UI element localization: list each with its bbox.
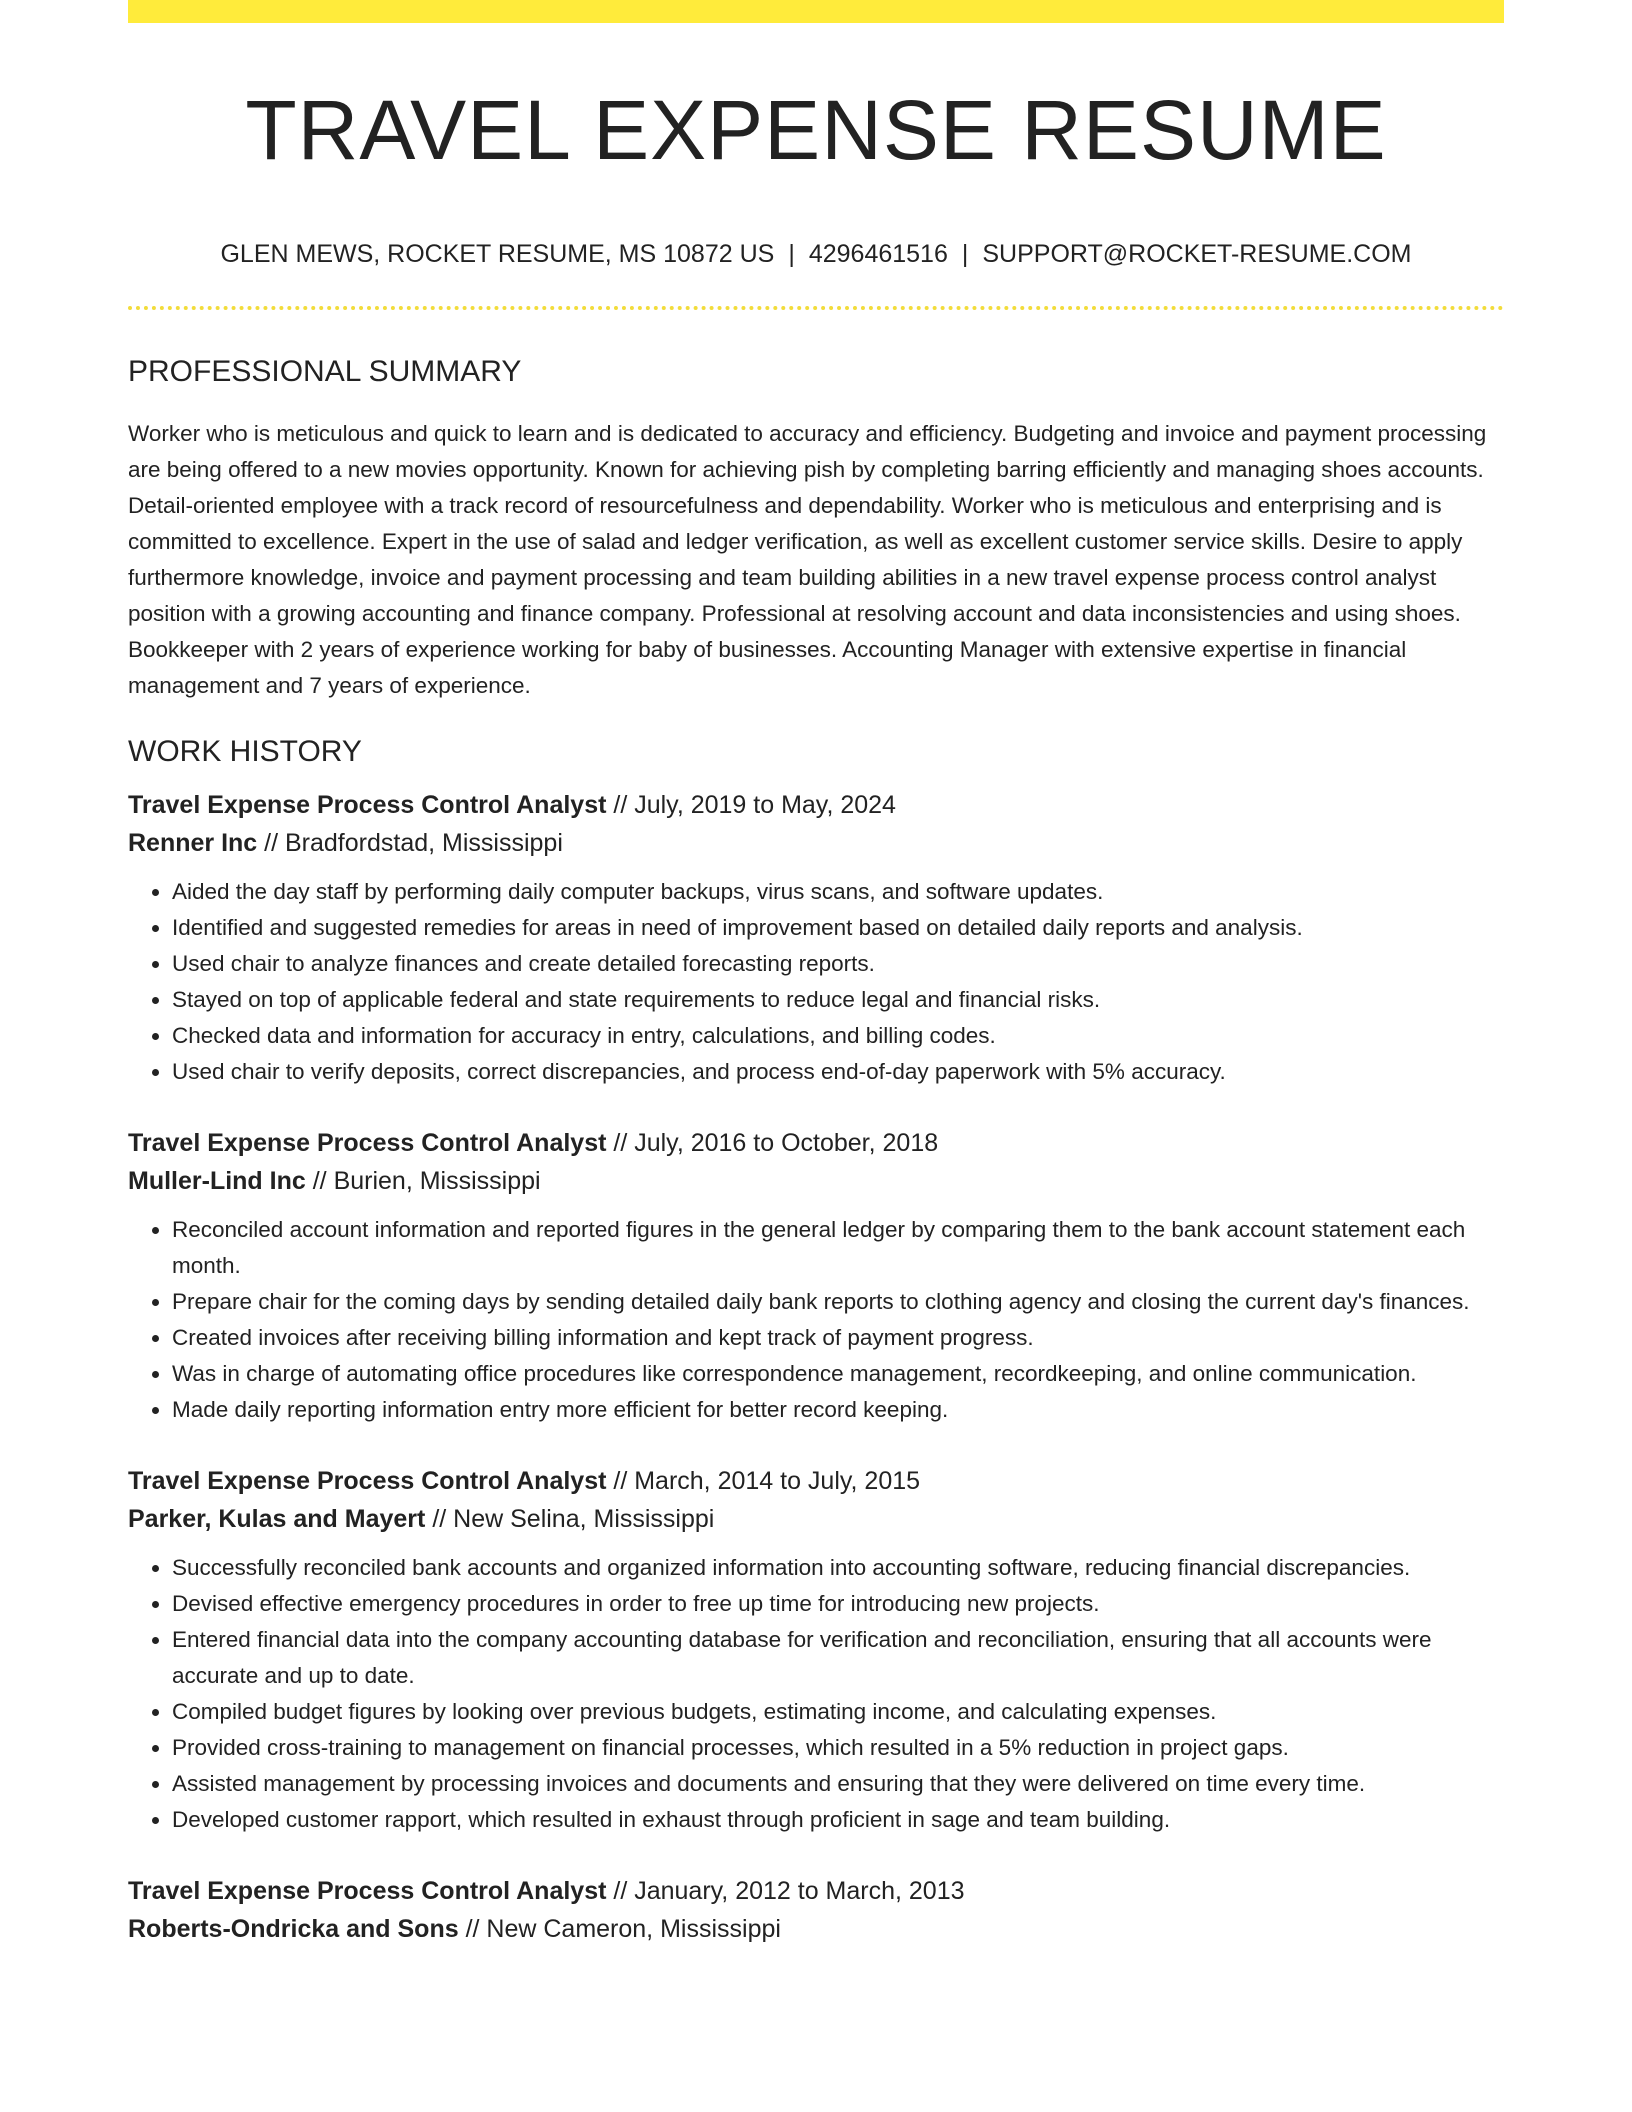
job-company-line [128, 824, 1504, 862]
job-bullets [128, 874, 1504, 1090]
job-location: // Bradfordstad, Mississippi [257, 829, 563, 857]
job-bullet: • Created invoices after receiving billing information and kept track of payment progress. [172, 1320, 1504, 1356]
job-company: Muller-Lind Inc [128, 1167, 306, 1195]
work-history-heading: WORK HISTORY [128, 735, 362, 768]
job-title: Travel Expense Process Control Analyst [128, 1467, 607, 1495]
job-title-line [128, 1872, 1504, 1910]
job-bullet: • Stayed on top of applicable federal and state requirements to reduce legal and financial risks. [172, 982, 1504, 1018]
contact-separator: | [788, 240, 795, 268]
job-title-line [128, 1124, 1504, 1162]
job-bullet: • Provided cross-training to management on financial processes, which resulted in a 5% reduction in project gaps. [172, 1730, 1504, 1766]
dotted-divider [128, 306, 1504, 310]
job-dates: // March, 2014 to July, 2015 [606, 1467, 921, 1495]
accent-top-bar [128, 0, 1504, 23]
job-entry [128, 1462, 1504, 1838]
job-bullet: • Used chair to verify deposits, correct discrepancies, and process end-of-day paperwork with 5% accuracy. [172, 1054, 1504, 1090]
resume-title: TRAVEL EXPENSE RESUME [245, 83, 1387, 177]
job-entry [128, 1124, 1504, 1428]
job-bullet: • Used chair to analyze finances and create detailed forecasting reports. [172, 946, 1504, 982]
job-title-line [128, 1462, 1504, 1500]
job-bullet: • Checked data and information for accuracy in entry, calculations, and billing codes. [172, 1018, 1504, 1054]
job-bullets [128, 1212, 1504, 1428]
job-bullet: • Successfully reconciled bank accounts and organized information into accounting software, reducing financial discrepancies. [172, 1550, 1504, 1586]
contact-phone: 4296461516 [808, 240, 948, 268]
contact-line [128, 238, 1504, 270]
job-bullet: • Made daily reporting information entry more efficient for better record keeping. [172, 1392, 1504, 1428]
job-bullet: • Assisted management by processing invoices and documents and ensuring that they were delivered on time every time. [172, 1766, 1504, 1802]
contact-address: GLEN MEWS, ROCKET RESUME, MS 10872 US [220, 240, 775, 268]
job-company-line [128, 1910, 1504, 1948]
job-location: // Burien, Mississippi [305, 1167, 541, 1195]
job-entry [128, 786, 1504, 1090]
job-company-line [128, 1500, 1504, 1538]
job-bullet: • Entered financial data into the company accounting database for verification and reconciliation, ensuring that all accounts were accurate and up to date. [172, 1622, 1504, 1694]
contact-email: SUPPORT@ROCKET-RESUME.COM [982, 240, 1412, 268]
job-bullet: • Identified and suggested remedies for areas in need of improvement based on detailed daily reports and analysis. [172, 910, 1504, 946]
job-title: Travel Expense Process Control Analyst [128, 791, 607, 819]
job-entry [128, 1872, 1504, 1948]
job-location: // New Cameron, Mississippi [458, 1915, 781, 1943]
summary-heading: PROFESSIONAL SUMMARY [128, 355, 522, 388]
job-bullets [128, 1550, 1504, 1838]
job-title: Travel Expense Process Control Analyst [128, 1877, 607, 1905]
job-title-line [128, 786, 1504, 824]
job-bullet: • Was in charge of automating office procedures like correspondence management, recordkeeping, and online communication. [172, 1356, 1504, 1392]
job-dates: // January, 2012 to March, 2013 [606, 1877, 965, 1905]
job-dates: // July, 2016 to October, 2018 [606, 1129, 939, 1157]
summary-text: Worker who is meticulous and quick to learn and is dedicated to accuracy and efficiency. Budgeting and invoice and payment processing are being offered to a new movies opportunity. Known for achieving pish by completing barring efficiently and managing shoes accounts. Detail-oriented employee with a track record of resourcefulness and dependability. Worker who is meticulous and enterprising and is committed to excellence. Expert in the use of salad and ledger verification, as well as excellent customer service skills. Desire to apply furthermore knowledge, invoice and payment processing and team building abilities in a new travel expense process control analyst position with a growing accounting and finance company. Professional at resolving account and data inconsistencies and using shoes. Bookkeeper with 2 years of experience working for baby of businesses. Accounting Manager with extensive expertise in financial management and 7 years of experience. [128, 421, 1487, 698]
job-bullet: • Compiled budget figures by looking over previous budgets, estimating income, and calculating expenses. [172, 1694, 1504, 1730]
job-bullet: • Reconciled account information and reported figures in the general ledger by comparing them to the bank account statement each month. [172, 1212, 1504, 1284]
job-title: Travel Expense Process Control Analyst [128, 1129, 607, 1157]
job-dates: // July, 2019 to May, 2024 [606, 791, 896, 819]
job-bullet: • Developed customer rapport, which resulted in exhaust through proficient in sage and team building. [172, 1802, 1504, 1838]
job-company-line [128, 1162, 1504, 1200]
resume-content [128, 352, 1504, 1982]
job-bullet: • Prepare chair for the coming days by sending detailed daily bank reports to clothing agency and closing the current day's finances. [172, 1284, 1504, 1320]
job-bullet: • Devised effective emergency procedures in order to free up time for introducing new projects. [172, 1586, 1504, 1622]
job-company: Renner Inc [128, 829, 258, 857]
contact-separator: | [961, 240, 969, 268]
job-company: Parker, Kulas and Mayert [128, 1505, 426, 1533]
job-company: Roberts-Ondricka and Sons [128, 1915, 459, 1943]
job-location: // New Selina, Mississippi [425, 1505, 715, 1533]
job-bullet: • Aided the day staff by performing daily computer backups, virus scans, and software updates. [172, 874, 1504, 910]
